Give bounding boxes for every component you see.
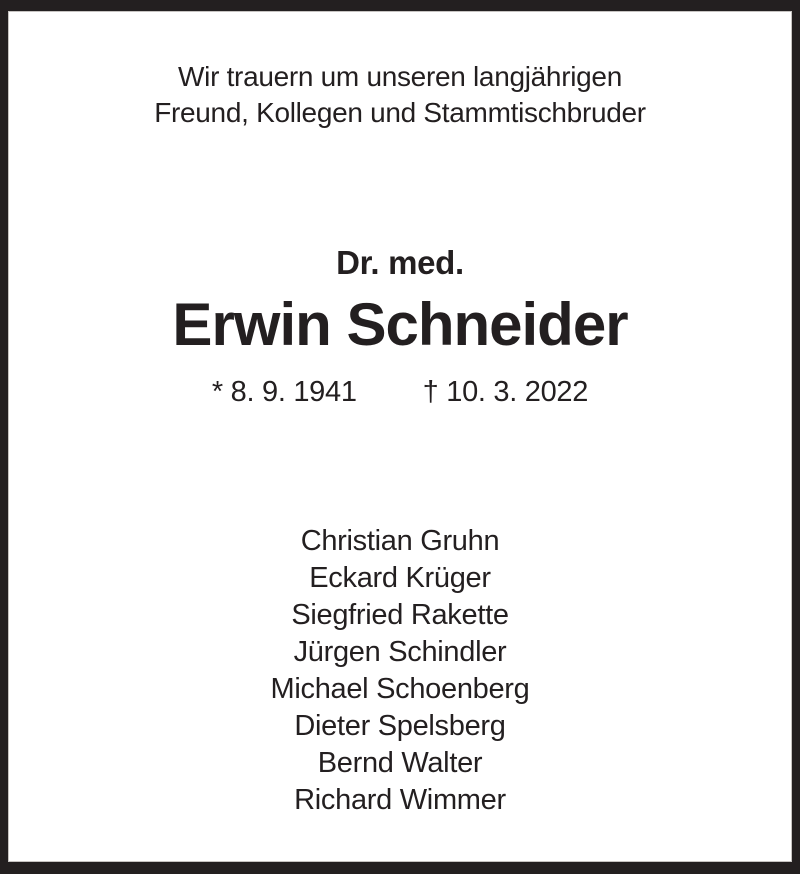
deceased-name: Erwin Schneider [172, 291, 628, 358]
mourner-name: Michael Schoenberg [270, 673, 530, 705]
death-date: † 10. 3. 2022 [422, 376, 589, 408]
intro-line-1: Wir trauern um unseren langjährigen [178, 61, 622, 92]
title-prefix: Dr. med. [336, 244, 464, 281]
mourner-name: Bernd Walter [317, 747, 483, 779]
mourner-name: Siegfried Rakette [291, 599, 509, 631]
intro-line-2: Freund, Kollegen und Stammtischbruder [154, 97, 646, 128]
life-dates [8, 375, 792, 409]
mourner-name: Richard Wimmer [294, 784, 506, 816]
mourner-name: Eckard Krüger [309, 562, 491, 594]
mourner-name: Dieter Spelsberg [294, 710, 506, 742]
mourners-list [8, 523, 792, 819]
intro-text [8, 59, 792, 131]
mourner-name: Christian Gruhn [300, 525, 500, 557]
mourner-name: Jürgen Schindler [293, 636, 507, 668]
birth-date: * 8. 9. 1941 [211, 376, 357, 408]
